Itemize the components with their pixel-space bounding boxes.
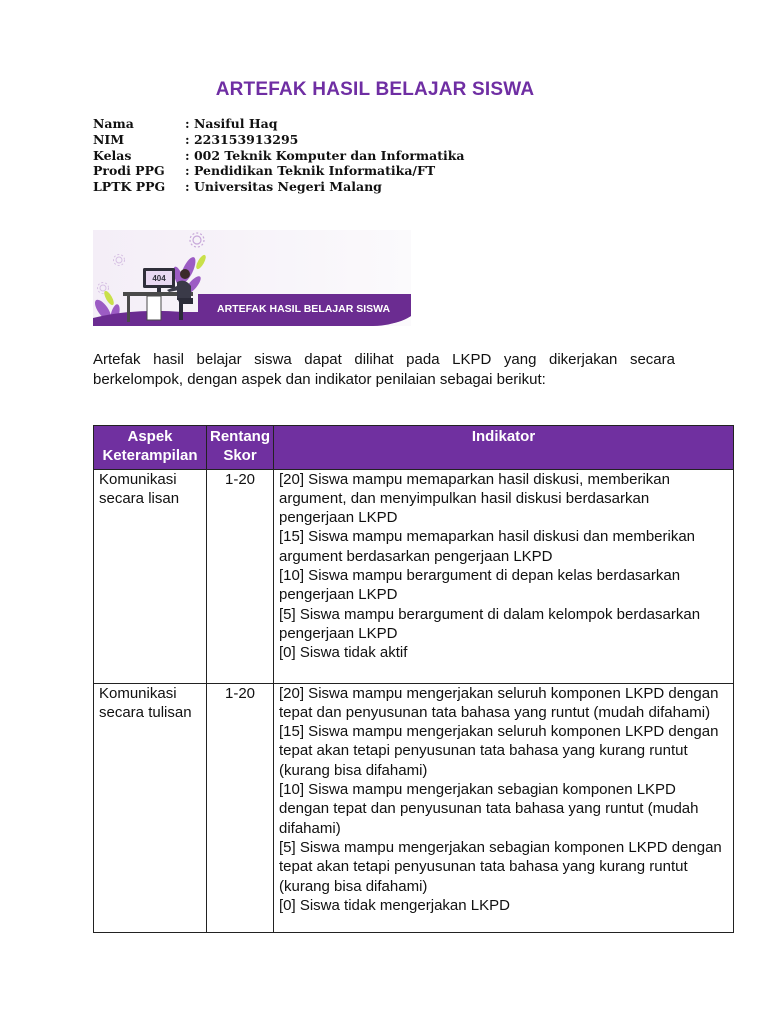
header-aspect: Aspek Keterampilan xyxy=(94,426,207,470)
aspect-cell xyxy=(94,683,207,932)
indicator-item: [5] Siswa mampu berargument di dalam kelompok berdasarkan pengerjaan LKPD xyxy=(279,605,701,642)
indicator-item: [20] Siswa mampu mengerjakan seluruh komponen LKPD dengan tepat dan penyusunan tata bahasa yang runtut (mudah difahami) xyxy=(279,684,719,721)
info-label: NIM xyxy=(93,131,125,147)
aspect-cell xyxy=(94,469,207,683)
computer-tower-icon xyxy=(147,296,161,320)
indicator-item: [5] Siswa mampu mengerjakan sebagian komponen LKPD dengan tepat akan tetapi penyusunan tata bahasa yang kurang runtut (kurang bisa difahami) xyxy=(279,838,722,895)
indicator-cell xyxy=(274,469,734,683)
info-value: : Nasiful Haq xyxy=(185,116,278,131)
assessment-table xyxy=(93,425,734,933)
info-value: : Universitas Negeri Malang xyxy=(185,179,382,195)
indicator-item: [0] Siswa tidak aktif xyxy=(279,644,408,662)
info-label: LPTK PPG xyxy=(93,179,166,195)
info-row-nim xyxy=(93,132,465,148)
info-value: : 223153913295 xyxy=(185,131,299,147)
table-row xyxy=(94,683,734,932)
intro-paragraph: Artefak hasil belajar siswa dapat dilihat pada LKPD yang dikerjakan secara berkelompok, dengan aspek dan indikator penilaian sebagai berikut: xyxy=(93,351,675,388)
indicator-item: [20] Siswa mampu memaparkan hasil diskusi, memberikan argument, dan menyimpulkan hasil diskusi berdasarkan pengerjaan LKPD xyxy=(279,470,670,527)
indicator-item: [15] Siswa mampu memaparkan hasil diskusi dan memberikan argument berdasarkan pengerjaan LKPD xyxy=(279,528,696,565)
range-cell: 1-20 xyxy=(207,683,274,932)
info-label: Kelas xyxy=(93,147,132,163)
aspect-label: Komunikasi secara lisan xyxy=(99,470,180,507)
range-cell: 1-20 xyxy=(207,469,274,683)
info-row-kelas xyxy=(93,148,465,164)
error-code-text: 404 xyxy=(152,274,166,283)
indicator-item: [10] Siswa mampu mengerjakan sebagian komponen LKPD dengan tepat dan penyusunan tata bahasa yang runtut (mudah difahami) xyxy=(279,781,699,837)
banner-image xyxy=(93,230,411,326)
info-label: Nama xyxy=(93,116,134,131)
info-value: : 002 Teknik Komputer dan Informatika xyxy=(185,147,465,163)
desk-leg xyxy=(127,296,130,322)
student-info xyxy=(93,116,465,195)
banner-title: ARTEFAK HASIL BELAJAR SISWA xyxy=(217,303,391,315)
header-range: Rentang Skor xyxy=(207,426,274,470)
info-row-nama xyxy=(93,116,465,132)
monitor-stand xyxy=(157,288,161,292)
document-title: ARTEFAK HASIL BELAJAR SISWA xyxy=(215,79,535,100)
banner-illustration xyxy=(93,230,411,326)
info-row-prodi xyxy=(93,163,465,179)
indicator-item: [10] Siswa mampu berargument di depan kelas berdasarkan pengerjaan LKPD xyxy=(279,567,681,604)
table-header-row xyxy=(94,426,734,470)
indicator-item: [15] Siswa mampu mengerjakan seluruh komponen LKPD dengan tepat akan tetapi penyusunan tata bahasa yang kurang runtut (kurang bisa difahami) xyxy=(279,723,719,779)
header-indicator: Indikator xyxy=(274,426,734,470)
indicator-cell xyxy=(274,683,734,932)
indicator-item: [0] Siswa tidak mengerjakan LKPD xyxy=(279,896,510,914)
aspect-label: Komunikasi secara tulisan xyxy=(99,684,192,721)
info-value: : Pendidikan Teknik Informatika/FT xyxy=(185,163,436,179)
table-row xyxy=(94,469,734,683)
info-label: Prodi PPG xyxy=(93,163,165,179)
info-row-lptk xyxy=(93,179,465,195)
